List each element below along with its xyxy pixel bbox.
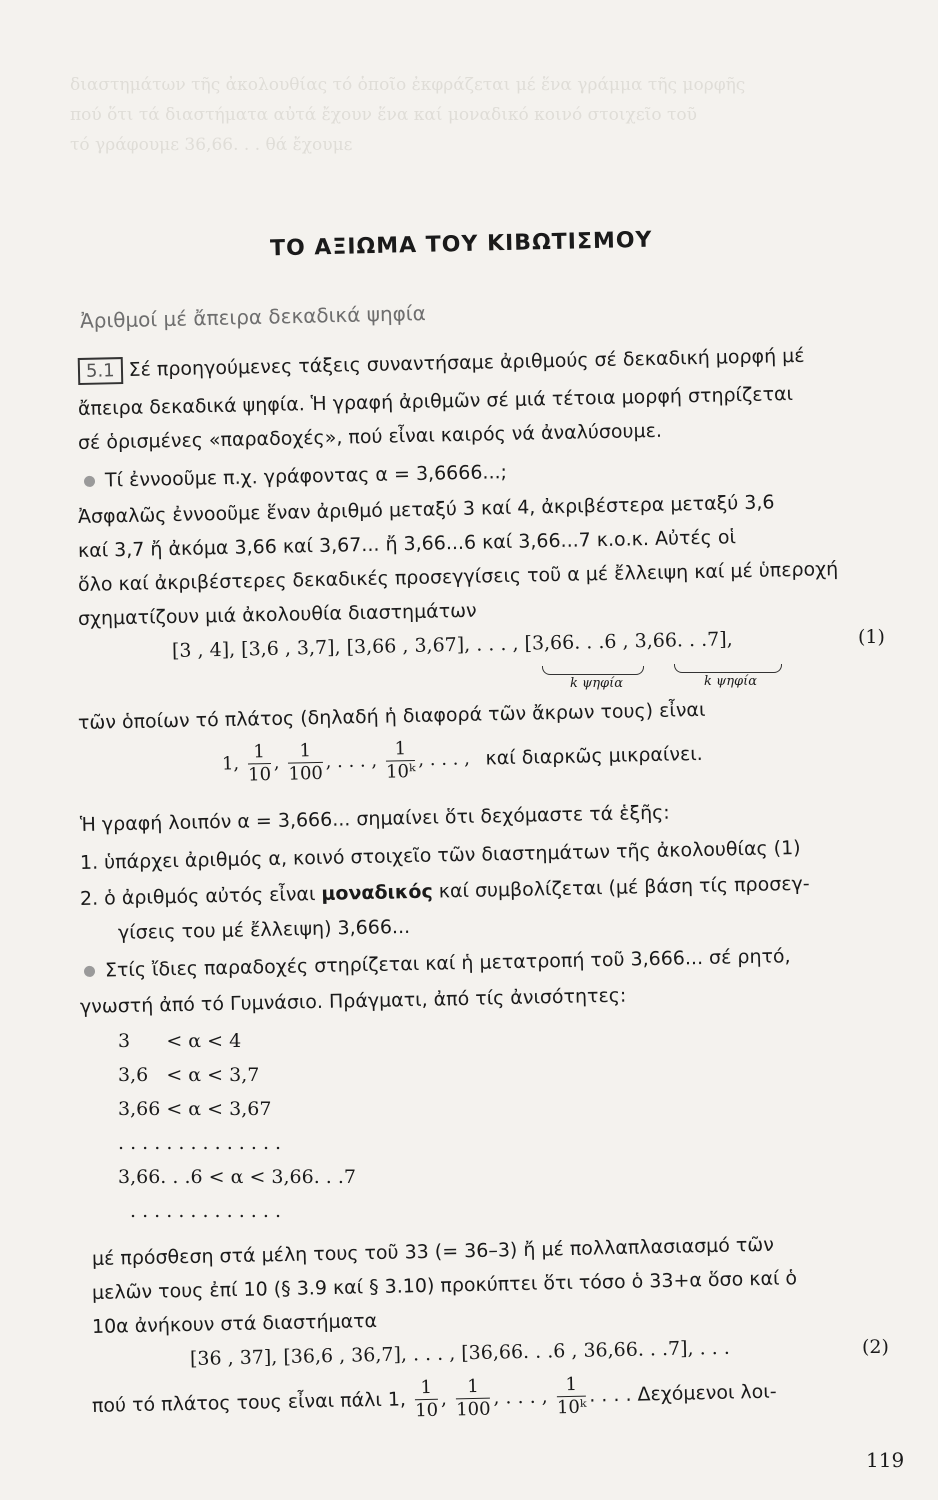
fraction-1-10: $\frac{1}{10}$ [415,1376,439,1422]
intro-line-3: σέ ὁρισμένες «παραδοχές», πού εἶναι καιρός νά ἀναλύσουμε. [77,419,663,454]
section-number-box: 5.1 [78,357,123,385]
inequality-dots-1: . . . . . . . . . . . . . . [118,1132,282,1154]
list-item-1: 1. ὑπάρχει ἀριθμός α, κοινό στοιχεῖο τῶν διαστημάτων τῆς ἀκολουθίας (1) [79,836,801,874]
conclusion-line-1: μέ πρόσθεση στά μέλη τους τοῦ 33 (= 36–3) ἤ μέ πολλαπλασιασμό τῶν [91,1233,775,1270]
page-number: 119 [866,1448,905,1472]
inequality-3: 3,66 < α < 3,67 [118,1098,272,1120]
fraction-sequence-1: 1, $\frac{1}{10}$ , $\frac{1}{100}$ , . . . , $\frac{1}{\text{10ᵏ}}$ , . . . , καί διαρκῶς μικραίνει. [221,738,703,786]
underbrace-right [674,664,782,673]
inequality-1: 3 < α < 4 [118,1030,242,1052]
section-subtitle: Ἀριθμοί μέ ἄπειρα δεκαδικά ψηφία [79,301,426,333]
bullet2-line-1: Στίς ἴδιες παραδοχές στηρίζεται καί ἡ μετατροπή τοῦ 3,666... σέ ρητό, [84,945,791,982]
conclusion-line-2: μελῶν τους ἐπί 10 (§ 3.9 καί § 3.10) προκύπτει ὅτι τόσο ὁ 33+α ὅσο καί ὁ [91,1267,798,1304]
fraction-1-10k: $\frac{1}{\text{10ᵏ}}$ [556,1373,587,1419]
fraction-1-10k: $\frac{1}{\text{10ᵏ}}$ [385,738,416,783]
chapter-title: ΤΟ ΑΞΙΩΜΑ ΤΟΥ ΚΙΒΩΤΙΣΜΟΥ [269,227,653,262]
list-item-2: 2. ὁ ἀριθμός αὐτός εἶναι μοναδικός καί συμβολίζεται (μέ βάση τίς προσεγ- [79,872,810,910]
means-line: Ἡ γραφή λοιπόν α = 3,666... σημαίνει ὅτι δεχόμαστε τά ἑξῆς: [79,801,670,836]
inequality-4: 3,66. . .6 < α < 3,66. . .7 [118,1166,357,1188]
inequality-2: 3,6 < α < 3,7 [118,1064,260,1086]
bullet-icon [84,966,95,977]
bullet2-line-2: γνωστή ἀπό τό Γυμνάσιο. Πράγματι, ἀπό τίς ἀνισότητες: [79,984,627,1018]
answer-line-3: ὅλο καί ἀκριβέστερες δεκαδικές προσεγγίσεις τοῦ α μέ ἔλλειψη καί μέ ὑπεροχή [77,558,839,596]
width-line: τῶν ὁποίων τό πλάτος (δηλαδή ἡ διαφορά τῶν ἄκρων τους) εἶναι [77,698,706,734]
underbrace-left [542,666,644,675]
bullet-icon [84,476,95,487]
equation-label-1: (1) [858,626,885,648]
k-digits-label-left: k ψηφία [570,676,623,691]
inequality-dots-2: . . . . . . . . . . . . . [130,1200,281,1222]
answer-line-4: σχηματίζουν μιά ἀκολουθία διαστημάτων [77,599,477,630]
intro-line-1: 5.1 Σέ προηγούμενες τάξεις συναντήσαμε ἀριθμούς σέ δεκαδική μορφή μέ [78,343,805,385]
interval-sequence-1: [3 , 4], [3,6 , 3,7], [3,66 , 3,67], . . . , [3,66. . .6 , 3,66. . .7], [171,628,733,662]
interval-sequence-2: [36 , 37], [36,6 , 36,7], . . . , [36,66. . .6 , 36,66. . .7], . . . [189,1336,731,1370]
show-through-text: διαστημάτων τῆς ἀκολουθίας τό ὁποῖο ἐκφράζεται μέ ἕνα γράμμα τῆς μορφῆς πού ὅτι τά διαστήματα αὐτά ἔχουν ἕνα καί μοναδικό κοινό στοιχεῖο τοῦ τό γράφουμε 36,66. . . θά ἔχουμε [70,75,746,155]
answer-line-1: Ἀσφαλῶς ἐννοοῦμε ἕναν ἀριθμό μεταξύ 3 καί 4, ἀκριβέστερα μεταξύ 3,6 [77,491,775,528]
answer-line-2: καί 3,7 ἤ ἀκόμα 3,66 καί 3,67... ἤ 3,66...6 καί 3,66...7 κ.ο.κ. Αὐτές οἱ [77,526,737,562]
k-digits-label-right: k ψηφία [704,674,757,689]
fraction-1-100: $\frac{1}{100}$ [456,1375,491,1421]
equation-label-2: (2) [862,1336,889,1358]
conclusion-line-3: 10α ἀνήκουν στά διαστήματα [91,1310,378,1338]
last-line: πού τό πλάτος τους εἶναι πάλι 1, $\frac{1}{10}$ , $\frac{1}{100}$ , . . . , $\frac{1}{\text{10ᵏ}}$ . . . . Δεχόμενοι λοι- [91,1373,777,1422]
list-item-2-cont: γίσεις του μέ ἔλλειψη) 3,666... [117,915,411,944]
intro-line-2: ἄπειρα δεκαδικά ψηφία. Ἡ γραφή ἀριθμῶν σέ μιά τέτοια μορφή στηρίζεται [77,383,794,420]
question-line: Τί ἐννοοῦμε π.χ. γράφοντας α = 3,6666...; [84,461,507,492]
fraction-1-10: $\frac{1}{10}$ [247,741,272,786]
fraction-1-100: $\frac{1}{100}$ [288,740,324,785]
